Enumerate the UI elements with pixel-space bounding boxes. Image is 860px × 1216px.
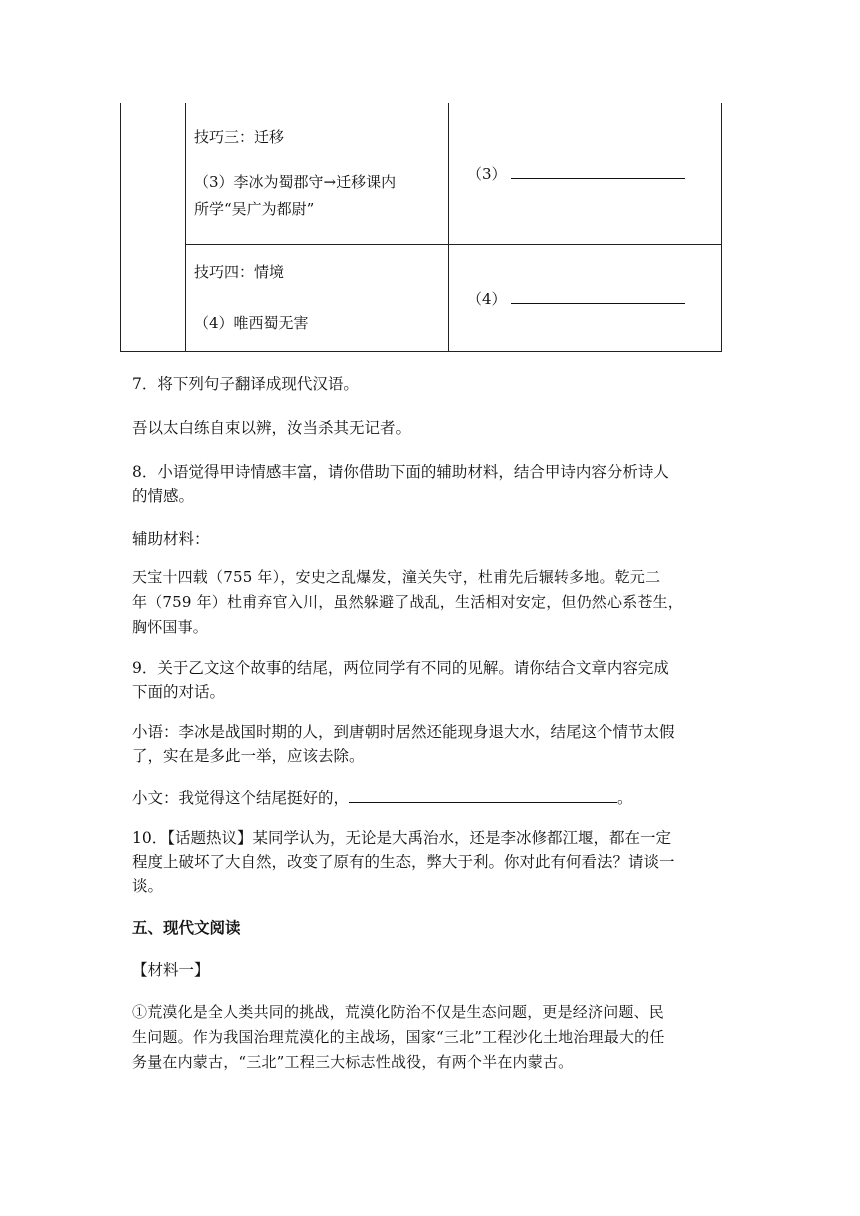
tip4-example: （4）唯西蜀无害 [194,313,309,332]
q9-xiaowen-suffix: 。 [617,789,633,807]
tip3-example-line1: （3）李冰为蜀郡守→迁移课内 [194,172,397,191]
q9-prompt-line2: 下面的对话。 [132,683,226,701]
q10-line3: 谈。 [132,877,164,895]
table-cell-answer3 [449,103,722,244]
material1-p1-line2: 生问题。作为我国治理荒漠化的主战场，国家“三北”工程沙化土地治理最大的任 [132,1028,665,1046]
material1-p1-line1: ①荒漠化是全人类共同的挑战，荒漠化防治不仅是生态问题，更是经济问题、民 [132,1003,665,1021]
table-cell-answer4 [449,244,722,351]
q8-aux-line1: 天宝十四载（755 年），安史之乱爆发，潼关失守，杜甫先后辗转多地。乾元二 [132,568,661,586]
q9-answer-blank[interactable] [349,786,617,803]
q9-prompt-line1: 9．关于乙文这个故事的结尾，两位同学有不同的见解。请你结合文章内容完成 [132,659,669,677]
tip4-title: 技巧四：情境 [194,262,285,281]
answer4-blank[interactable] [511,287,685,304]
section5-heading: 五、现代文阅读 [132,918,241,937]
table-row [121,103,722,244]
tips-table [120,103,722,352]
q9-xiaowen-line [132,786,730,810]
table-merged-cell [121,103,186,351]
q7-sentence: 吾以太白练自束以辨，汝当杀其无记者。 [132,419,412,437]
material1-label: 【材料一】 [132,961,210,979]
q8-prompt-line1: 8．小语觉得甲诗情感丰富，请你借助下面的辅助材料，结合甲诗内容分析诗人 [132,463,669,481]
q9-xiaoyu-line2: 了，实在是多此一举，应该去除。 [132,747,365,765]
q9-xiaoyu-line1: 小语：李冰是战国时期的人，到唐朝时居然还能现身退大水，结尾这个情节太假 [132,723,675,741]
q8-aux-line2: 年（759 年）杜甫弃官入川，虽然躲避了战乱，生活相对安定，但仍然心系苍生， [132,593,684,611]
table-cell-tip3 [186,103,449,244]
q10-line1: 10．【话题热议】某同学认为，无论是大禹治水，还是李冰修都江堰，都在一定 [132,829,671,847]
tip3-example-line2: 所学“吴广为都尉” [194,199,315,218]
table-cell-tip4 [186,244,449,351]
q9-xiaowen-prefix: 小文：我觉得这个结尾挺好的， [132,789,350,807]
q7-prompt: 7．将下列句子翻译成现代汉语。 [132,375,359,393]
answer4-label: （4） [467,289,507,308]
answer3-blank[interactable] [511,162,685,179]
answer3-label: （3） [467,165,507,184]
q10-line2: 程度上破坏了大自然，改变了原有的生态，弊大于利。你对此有何看法？请谈一 [132,853,675,871]
table-row [121,244,722,351]
q8-aux-line3: 胸怀国事。 [132,618,209,636]
q8-prompt-line2: 的情感。 [132,487,195,505]
tip3-title: 技巧三：迁移 [194,127,285,146]
material1-p1-line3: 务量在内蒙古，“三北”工程三大标志性战役，有两个半在内蒙古。 [132,1053,574,1071]
q8-aux-label: 辅助材料： [132,530,210,548]
